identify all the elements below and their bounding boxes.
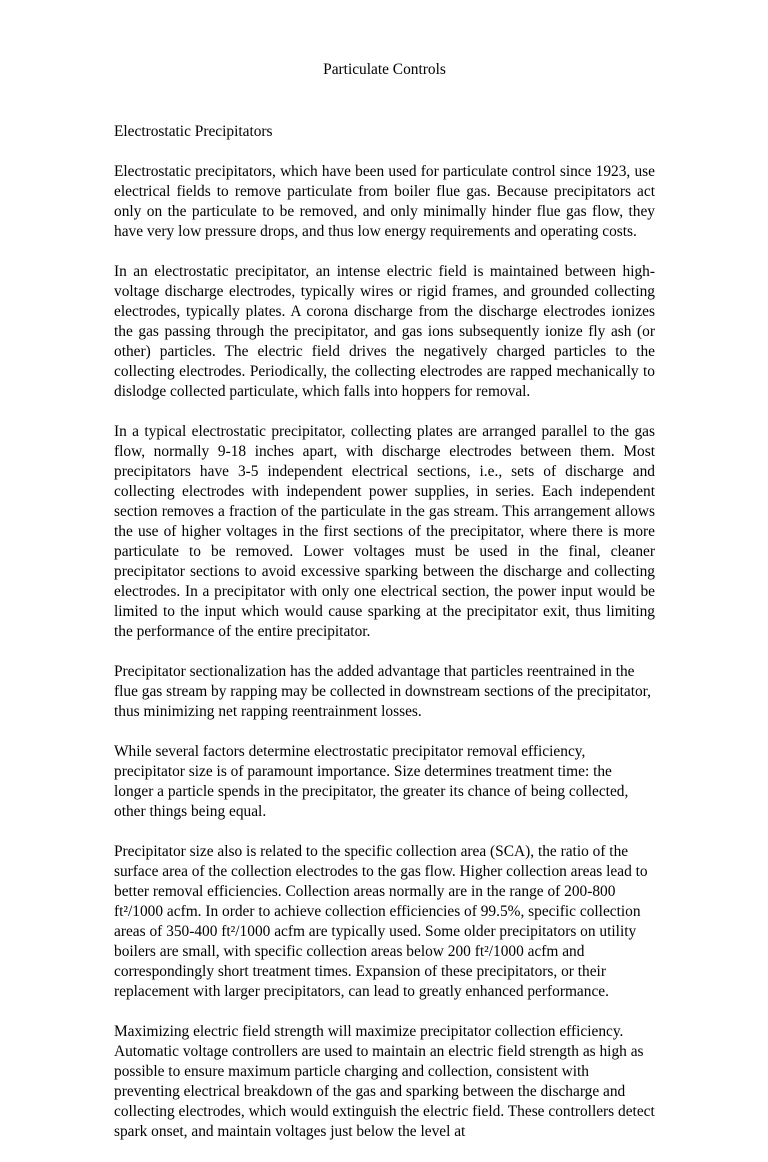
paragraph-operation: In an electrostatic precipitator, an intense electric field is maintained between high-voltage discharge electrodes, typically wires or rigid frames, and grounded collecting electrodes, typically plates. A corona discharge from the discharge electrodes ionizes the gas passing through the precipitator, and gas ions subsequently ionize fly ash (or other) particles. The electric field drives the negatively charged particles to the collecting electrodes. Periodically, the collecting electrodes are rapped mechanically to dislodge collected particulate, which falls into hoppers for removal. [114,263,655,400]
paragraph-sectionalization: Precipitator sectionalization has the added advantage that particles reentrained in the flue gas stream by rapping may be collected in downstream sections of the precipitator, thus minimizing net rapping reentrainment losses. [114,663,652,720]
paragraph-field-strength: Maximizing electric field strength will maximize precipitator collection efficiency. Automatic voltage controllers are used to maintain an electric field strength as high as possible to ensure maximum particle charging and collection, consistent with preventing electrical breakdown of the gas and sparking between the discharge and collecting electrodes, which would extinguish the electric field. These controllers detect spark onset, and maintain voltages just below the level at [114,1023,655,1140]
document-body [114,60,655,1162]
document-title: Particulate Controls [323,61,446,78]
paragraph-collection-area: Precipitator size also is related to the specific collection area (SCA), the ratio of the surface area of the collection electrodes to the gas flow. Higher collection areas lead to better removal efficiencies. Collection areas normally are in the range of 200-800 ft²/1000 acfm. In order to achieve collection efficiencies of 99.5%, specific collection areas of 350-400 ft²/1000 acfm are typically used. Some older precipitators on utility boilers are small, with specific collection areas below 200 ft²/1000 acfm and correspondingly short treatment times. Expansion of these precipitators, or their replacement with larger precipitators, can lead to greatly enhanced performance. [114,843,648,1000]
paragraph-intro: Electrostatic precipitators, which have been used for particulate control since 1923, use electrical fields to remove particulate from boiler flue gas. Because precipitators act only on the particulate to be removed, and only minimally hinder flue gas flow, they have very low pressure drops, and thus low energy requirements and operating costs. [114,163,655,240]
paragraph-size: While several factors determine electrostatic precipitator removal efficiency, precipitator size is of paramount importance. Size determines treatment time: the longer a particle spends in the precipitator, the greater its chance of being collected, other things being equal. [114,743,629,820]
section-heading: Electrostatic Precipitators [114,123,273,140]
paragraph-typical-design: In a typical electrostatic precipitator, collecting plates are arranged parallel to the gas flow, normally 9-18 inches apart, with discharge electrodes between them. Most precipitators have 3-5 independent electrical sections, i.e., sets of discharge and collecting electrodes with independent power supplies, in series. Each independent section removes a fraction of the particulate in the gas stream. This arrangement allows the use of higher voltages in the first sections of the precipitator, where there is more particulate to be removed. Lower voltages must be used in the final, cleaner precipitator sections to avoid excessive sparking between the discharge and collecting electrodes. In a precipitator with only one electrical section, the power input would be limited to the input which would cause sparking at the precipitator exit, thus limiting the performance of the entire precipitator. [114,423,655,640]
